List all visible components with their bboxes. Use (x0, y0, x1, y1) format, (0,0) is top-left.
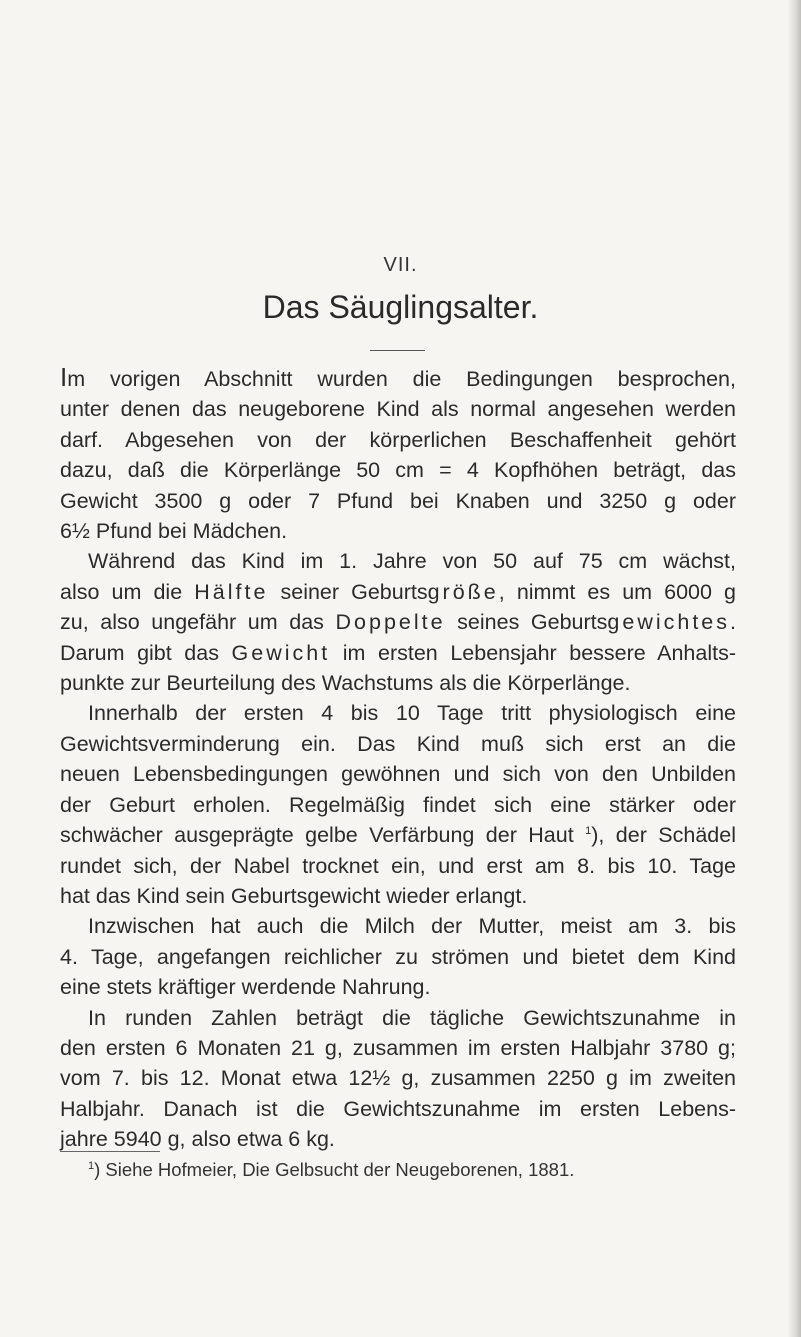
initial-letter: I (60, 362, 68, 392)
text-line: Während das Kind im 1. Jahre von 50 auf 75 cm wächst, (88, 549, 736, 574)
text-line: Gewicht 3500 g oder 7 Pfund bei Knaben und 3250 g oder (60, 488, 736, 513)
text-line: In runden Zahlen beträgt die tägliche Gewichtszunahme in (88, 1005, 736, 1030)
text-line: schwächer ausgeprägte gelbe Verfärbung der Haut $^1$), der Schädel (60, 823, 736, 848)
text-line: 6½ Pfund bei Mädchen. (60, 519, 288, 544)
footnote-text: ) Siehe Hofmeier, Die Gelbsucht der Neugeborenen, 1881. (94, 1159, 575, 1180)
text-line: hat das Kind sein Geburtsgewicht wieder erlangt. (60, 883, 528, 908)
text-line: Darum gibt das Gewicht im ersten Lebensjahr bessere Anhalts- (60, 640, 737, 665)
spaced-emphasis: Doppelte (335, 610, 446, 635)
text-line: punkte zur Beurteilung des Wachstums als die Körperlänge. (60, 671, 631, 696)
footnote (88, 1158, 574, 1182)
text-line: Inzwischen hat auch die Milch der Mutter, meist am 3. bis (88, 914, 736, 939)
text-line: also um die Hälfte seiner Geburtsgröße, nimmt es um 6000 g (60, 579, 737, 604)
text-line: 4. Tage, angefangen reichlicher zu strömen und bietet dem Kind (60, 944, 736, 969)
chapter-number: VII. (383, 254, 418, 276)
spaced-emphasis: gewichtes (607, 610, 731, 635)
text-line: den ersten 6 Monaten 21 g, zusammen im ersten Halbjahr 3780 g; (60, 1035, 736, 1060)
text-line: Im vorigen Abschnitt wurden die Bedingungen besprochen, (60, 362, 736, 392)
text-line: zu, also ungefähr um das Doppelte seines Geburtsgewichtes. (60, 610, 736, 635)
footnote-marker: 1 (88, 1159, 95, 1172)
text-line: eine stets kräftiger werdende Nahrung. (60, 975, 431, 1000)
text-line: Halbjahr. Danach ist die Gewichtszunahme im ersten Lebens- (60, 1096, 736, 1121)
spaced-emphasis: Hälfte (194, 579, 269, 604)
body-text (60, 362, 736, 1155)
text-line: Gewichtsverminderung ein. Das Kind muß sich erst an die (60, 731, 736, 756)
spaced-emphasis: größe (427, 579, 499, 604)
text-line: dazu, daß die Körperlänge 50 cm = 4 Kopfhöhen beträgt, das (60, 458, 736, 483)
page-edge-shadow (787, 0, 801, 1337)
text-line: rundet sich, der Nabel trocknet ein, und erst am 8. bis 10. Tage (60, 853, 736, 878)
text-line: unter denen das neugeborene Kind als normal angesehen werden (60, 397, 736, 422)
spaced-emphasis: Gewicht (231, 640, 331, 665)
text-line: Innerhalb der ersten 4 bis 10 Tage tritt physiologisch eine (88, 701, 736, 726)
title-divider (370, 350, 425, 351)
text-line: neuen Lebensbedingungen gewöhnen und sich von den Unbilden (60, 762, 736, 787)
text-line: darf. Abgesehen von der körperlichen Beschaffenheit gehört (60, 427, 736, 452)
text-line: der Geburt erholen. Regelmäßig findet sich eine stärker oder (60, 792, 736, 817)
chapter-title: Das Säuglingsalter. (262, 289, 539, 325)
footnote-divider (60, 1151, 160, 1152)
text-line: vom 7. bis 12. Monat etwa 12½ g, zusammen 2250 g im zweiten (60, 1066, 736, 1091)
text-line: jahre 5940 g, also etwa 6 kg. (60, 1127, 335, 1152)
footnote-marker[interactable]: 1 (585, 824, 592, 837)
